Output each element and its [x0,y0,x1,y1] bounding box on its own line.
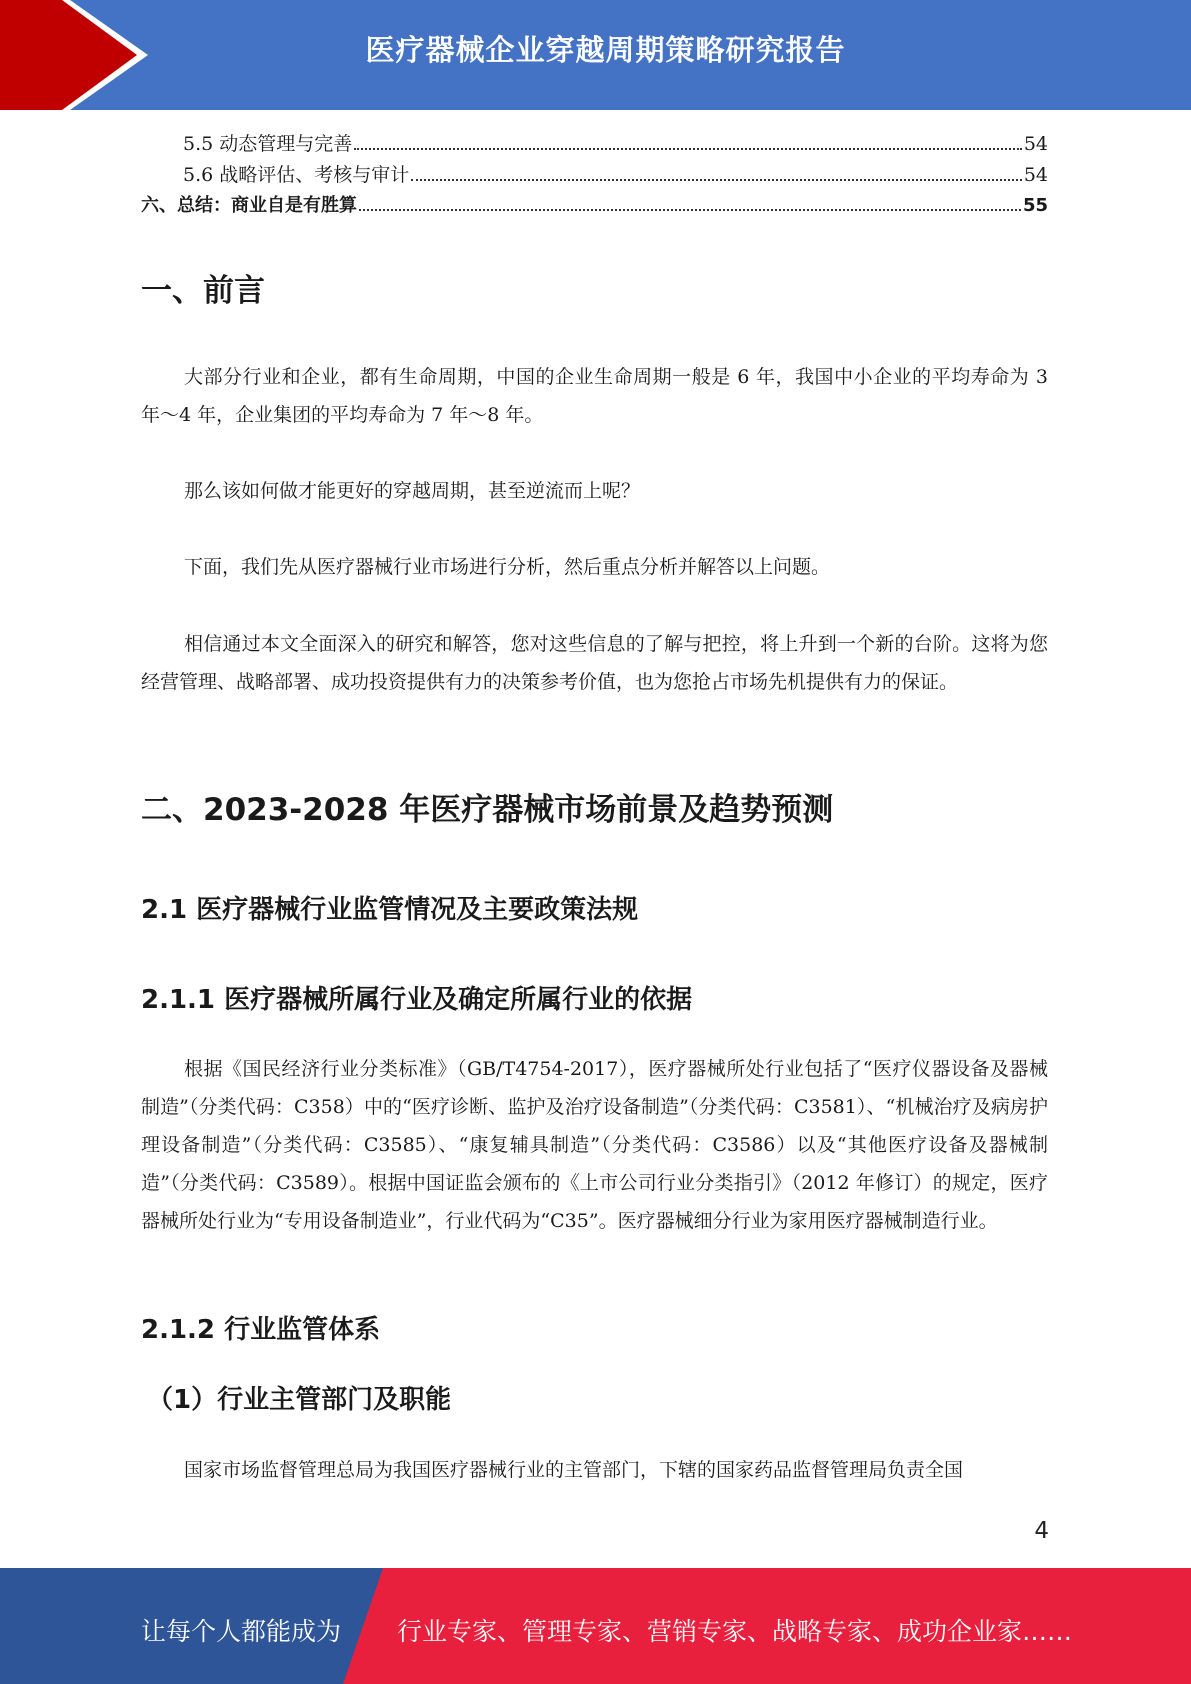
preface-paragraph-1: 大部分行业和企业，都有生命周期，中国的企业生命周期一般是 6 年，我国中小企业的平均寿命为 3 年～4 年，企业集团的平均寿命为 7 年～8 年。 [141,366,1048,426]
preface-paragraph-3: 下面，我们先从医疗器械行业市场进行分析，然后重点分析并解答以上问题。 [184,556,831,578]
page-footer [0,1568,1191,1684]
toc-leader-dots [359,209,1021,211]
toc-label: 5.6 战略评估、考核与审计 [183,164,410,186]
toc-leader-dots [411,179,1022,181]
table-of-contents [141,129,1048,222]
heading-2-1: 2.1 医疗器械行业监管情况及主要政策法规 [141,895,639,925]
page-header [0,0,1191,110]
heading-2-1-1: 2.1.1 医疗器械所属行业及确定所属行业的依据 [141,985,693,1015]
toc-page-number: 54 [1023,164,1048,186]
heading-2-1-2: 2.1.2 行业监管体系 [141,1315,381,1345]
page-number: 4 [1034,1518,1049,1544]
paragraph-2-1-1: 根据《国民经济行业分类标准》（GB/T4754-2017），医疗器械所处行业包括了“医疗仪器设备及器械制造”（分类代码：C358）中的“医疗诊断、监护及治疗设备制造”（分类代码：C3581）、“机械治疗及病房护理设备制造”（分类代码：C3585）、“康复辅具制造”（分类代码：C3586）以及“其他医疗设备及器械制造”（分类代码：C3589）。根据中国证监会颁布的《上市公司行业分类指引》（2012 年修订）的规定，医疗器械所处行业为“专用设备制造业”，行业代码为“C35”。医疗器械细分行业为家用医疗器械制造行业。 [141,1058,1048,1232]
preface-paragraph-4: 相信通过本文全面深入的研究和解答，您对这些信息的了解与把控，将上升到一个新的台阶。这将为您经营管理、战略部署、成功投资提供有力的决策参考价值，也为您抢占市场先机提供有力的保证。 [141,633,1048,693]
toc-label: 5.5 动态管理与完善 [183,133,353,155]
toc-entry-6[interactable] [141,191,1048,222]
toc-page-number: 54 [1023,133,1048,155]
toc-page-number: 55 [1022,195,1048,216]
paragraph-regulator: 国家市场监督管理总局为我国医疗器械行业的主管部门，下辖的国家药品监督管理局负责全国 [184,1459,964,1481]
toc-entry-5-5[interactable] [141,129,1048,160]
toc-entry-5-6[interactable] [141,160,1048,191]
toc-label: 六、总结：商业自是有胜算 [141,195,357,216]
heading-regulator: （1）行业主管部门及职能 [147,1385,452,1415]
footer-slogan-right: 行业专家、管理专家、营销专家、战略专家、成功企业家…… [397,1617,1073,1646]
toc-leader-dots [354,148,1022,150]
market-outlook-heading: 二、2023-2028 年医疗器械市场前景及趋势预测 [141,792,834,828]
report-title: 医疗器械企业穿越周期策略研究报告 [365,33,846,67]
footer-slogan-left: 让每个人都能成为 [141,1617,342,1646]
preface-heading: 一、前言 [141,273,265,309]
preface-paragraph-2: 那么该如何做才能更好的穿越周期，甚至逆流而上呢？ [184,480,641,502]
